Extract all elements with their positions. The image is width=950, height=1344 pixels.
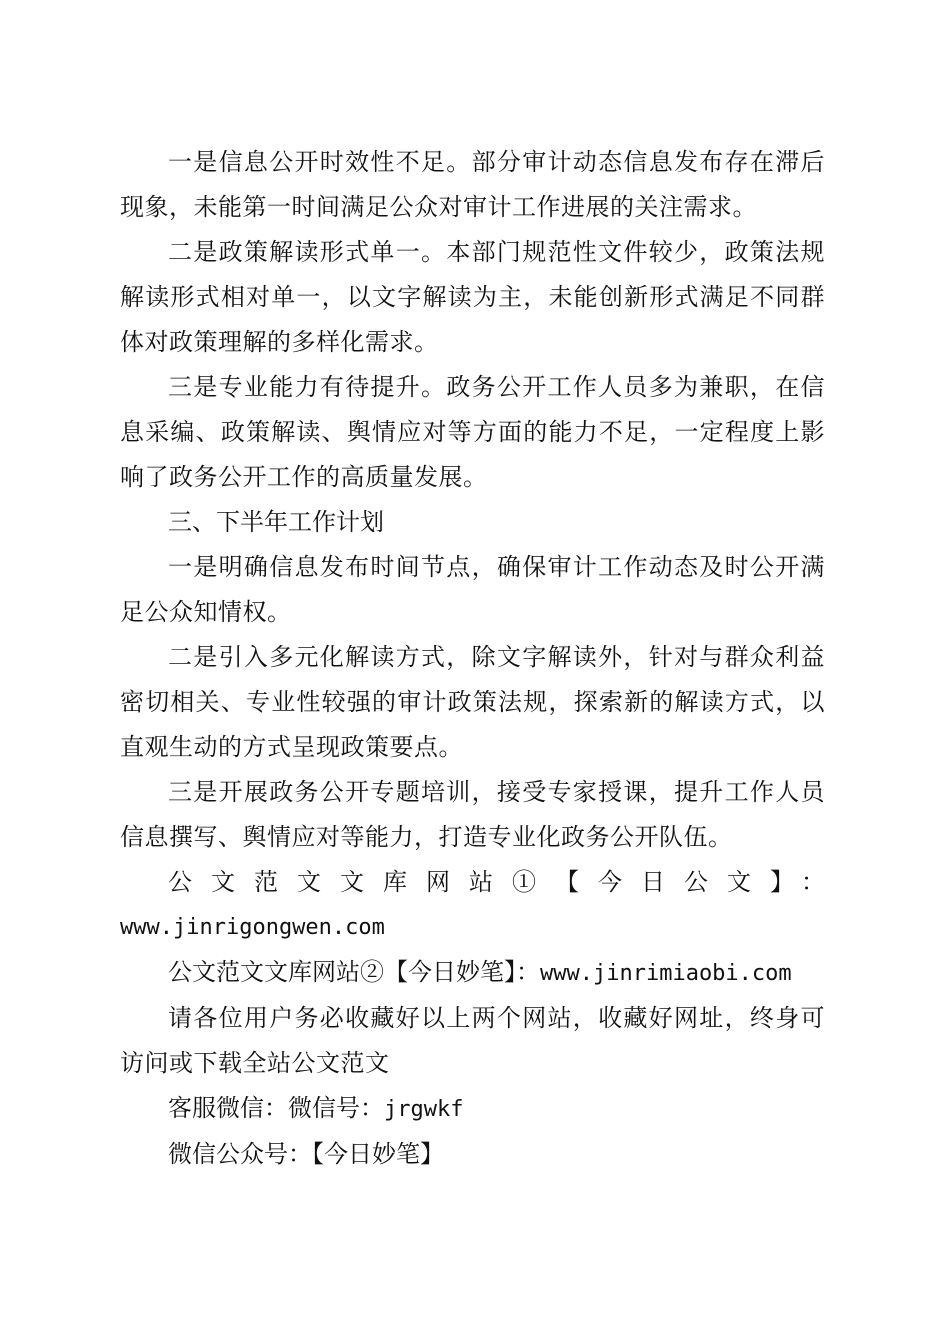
official-account-line: 微信公众号：【今日妙笔】 [168,1140,444,1168]
notice-paragraph: 请各位用户务必收藏好以上两个网站，收藏好网址，终身可访问或下载全站公文范文 [120,1004,825,1077]
service-id: jrgwkf [384,1097,464,1122]
problem-3-lead: 三是专业能力有待提升。 [168,373,447,401]
plan-paragraph-1: 一是明确信息发布时间节点，确保审计工作动态及时公开满足公众知情权。 [120,553,825,626]
problem-2-lead: 二是政策解读形式单一。 [168,238,447,266]
site2-label: 公文范文文库网站②【今日妙笔】： [168,958,540,986]
document-page [120,140,825,1177]
problem-paragraph-1 [120,140,825,230]
site2-url: www.jinrimiaobi.com [540,961,792,986]
service-line [120,1086,825,1132]
problem-1-lead: 一是信息公开时效性不足。 [168,148,472,176]
problem-paragraph-2 [120,230,825,365]
problem-2-body: 本部门规范性文件较少，政策法规解读形式相对单一，以文字解读为主，未能创新形式满足不同群体对政策理解的多样化需求。 [120,238,826,356]
problem-3-body: 政务公开工作人员多为兼职，在信息采编、政策解读、舆情应对等方面的能力不足，一定程度上影响了政务公开工作的高质量发展。 [120,373,826,491]
site1-label: 公文范文文库网站①【今日公文】： [168,868,825,896]
section-heading: 三、下半年工作计划 [168,508,384,536]
site1-url: www.jinrigongwen.com [120,915,385,940]
problem-1-body: 部分审计动态信息发布存在滞后现象，未能第一时间满足公众对审计工作进展的关注需求。 [120,148,826,221]
plan-paragraph-2: 二是引入多元化解读方式，除文字解读外，针对与群众利益密切相关、专业性较强的审计政策法规，探索新的解读方式，以直观生动的方式呈现政策要点。 [120,643,825,761]
service-label: 客服微信：微信号： [168,1094,384,1122]
plan-paragraph-3: 三是开展政务公开专题培训，接受专家授课，提升工作人员信息撰写、舆情应对等能力，打造专业化政务公开队伍。 [120,778,825,851]
problem-paragraph-3 [120,365,825,500]
site2-line [120,950,825,996]
